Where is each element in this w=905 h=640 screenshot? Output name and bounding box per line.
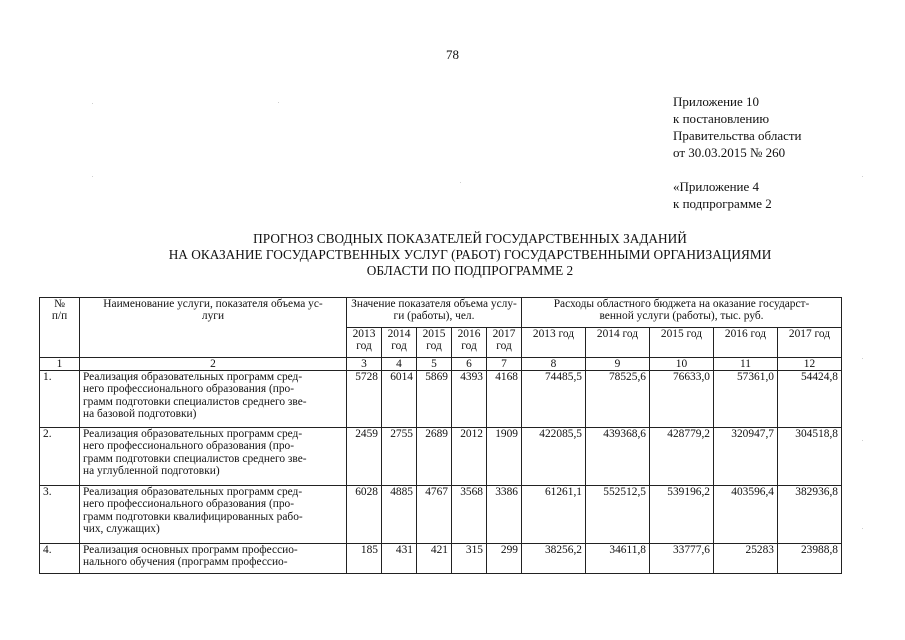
header-expense-year: 2017 год: [778, 328, 842, 358]
volume-value: 2755: [382, 428, 417, 486]
header-volume-year: 2014 год: [382, 328, 417, 358]
annex-subprogram: [673, 178, 772, 212]
header-expense-year: 2015 год: [650, 328, 714, 358]
row-index: 2.: [40, 428, 80, 486]
header-expense-year: 2016 год: [714, 328, 778, 358]
header-expense-year: 2013 год: [522, 328, 586, 358]
volume-value: 2689: [417, 428, 452, 486]
service-name: Реализация образовательных программ сред- него профессионального образования (про- грамм подготовки квалифицированных рабо- чих, служащих): [80, 486, 347, 544]
expense-value: 439368,6: [586, 428, 650, 486]
volume-value: 2012: [452, 428, 487, 486]
header-volume-group: Значение показателя объема услу- ги (работы), чел.: [347, 298, 522, 328]
table-row: [40, 428, 842, 486]
expense-value: 422085,5: [522, 428, 586, 486]
column-number: 9: [586, 358, 650, 371]
volume-value: 431: [382, 544, 417, 574]
annex-line: от 30.03.2015 № 260: [673, 145, 786, 160]
header-volume-year: 2017 год: [487, 328, 522, 358]
table-row: [40, 486, 842, 544]
volume-value: 299: [487, 544, 522, 574]
expense-value: 428779,2: [650, 428, 714, 486]
header-index: № п/п: [40, 298, 80, 358]
expense-value: 320947,7: [714, 428, 778, 486]
row-index: 1.: [40, 371, 80, 428]
annex-attribution: [673, 93, 802, 161]
expense-value: 38256,2: [522, 544, 586, 574]
expense-value: 76633,0: [650, 371, 714, 428]
volume-value: 185: [347, 544, 382, 574]
volume-value: 1909: [487, 428, 522, 486]
column-number: 8: [522, 358, 586, 371]
header-expense-group: Расходы областного бюджета на оказание государст- венной услуги (работы), тыс. руб.: [522, 298, 842, 328]
service-name: Реализация образовательных программ сред- него профессионального образования (про- грамм подготовки специалистов среднего зве- на углубленной подготовки): [80, 428, 347, 486]
volume-value: 3386: [487, 486, 522, 544]
page-number: 78: [446, 47, 459, 62]
expense-value: 78525,6: [586, 371, 650, 428]
volume-value: 4885: [382, 486, 417, 544]
column-number: 5: [417, 358, 452, 371]
row-index: 4.: [40, 544, 80, 574]
column-number: 7: [487, 358, 522, 371]
volume-value: 4393: [452, 371, 487, 428]
header-service-name: Наименование услуги, показателя объема ус- луги: [80, 298, 347, 358]
annex-line: к постановлению: [673, 111, 770, 126]
title-line: ОБЛАСТИ ПО ПОДПРОГРАММЕ 2: [366, 263, 574, 278]
annex-sub-line: к подпрограмме 2: [673, 196, 772, 211]
row-index: 3.: [40, 486, 80, 544]
expense-value: 54424,8: [778, 371, 842, 428]
header-expense-year: 2014 год: [586, 328, 650, 358]
title-line: НА ОКАЗАНИЕ ГОСУДАРСТВЕННЫХ УСЛУГ (РАБОТ) ГОСУДАРСТВЕННЫМИ ОРГАНИЗАЦИЯМИ: [168, 247, 772, 262]
expense-value: 539196,2: [650, 486, 714, 544]
annex-line: Приложение 10: [673, 94, 760, 109]
expense-value: 74485,5: [522, 371, 586, 428]
document-title: [60, 231, 880, 279]
column-number: 2: [80, 358, 347, 371]
column-number: 10: [650, 358, 714, 371]
volume-value: 5728: [347, 371, 382, 428]
table-row: [40, 544, 842, 574]
service-name: Реализация образовательных программ сред- него профессионального образования (про- грамм подготовки специалистов среднего зве- на базовой подготовки): [80, 371, 347, 428]
volume-value: 4767: [417, 486, 452, 544]
volume-value: 5869: [417, 371, 452, 428]
header-volume-year: 2016 год: [452, 328, 487, 358]
expense-value: 403596,4: [714, 486, 778, 544]
expense-value: 304518,8: [778, 428, 842, 486]
volume-value: 421: [417, 544, 452, 574]
annex-line: Правительства области: [673, 128, 802, 143]
title-line: ПРОГНОЗ СВОДНЫХ ПОКАЗАТЕЛЕЙ ГОСУДАРСТВЕННЫХ ЗАДАНИЙ: [253, 231, 687, 246]
header-volume-year: 2015 год: [417, 328, 452, 358]
expense-value: 23988,8: [778, 544, 842, 574]
expense-value: 61261,1: [522, 486, 586, 544]
column-number: 3: [347, 358, 382, 371]
volume-value: 2459: [347, 428, 382, 486]
table-row: [40, 371, 842, 428]
volume-value: 6028: [347, 486, 382, 544]
column-number: 12: [778, 358, 842, 371]
expense-value: 34611,8: [586, 544, 650, 574]
column-number: 1: [40, 358, 80, 371]
header-volume-year: 2013 год: [347, 328, 382, 358]
column-number: 4: [382, 358, 417, 371]
expense-value: 552512,5: [586, 486, 650, 544]
expense-value: 57361,0: [714, 371, 778, 428]
volume-value: 315: [452, 544, 487, 574]
column-number: 6: [452, 358, 487, 371]
column-number-row: [40, 358, 842, 371]
expense-value: 25283: [714, 544, 778, 574]
volume-value: 4168: [487, 371, 522, 428]
column-number: 11: [714, 358, 778, 371]
expense-value: 33777,6: [650, 544, 714, 574]
volume-value: 6014: [382, 371, 417, 428]
services-table: [39, 297, 842, 574]
expense-value: 382936,8: [778, 486, 842, 544]
service-name: Реализация основных программ профессио- нального обучения (программ профессио-: [80, 544, 347, 574]
volume-value: 3568: [452, 486, 487, 544]
annex-sub-line: «Приложение 4: [673, 179, 760, 194]
